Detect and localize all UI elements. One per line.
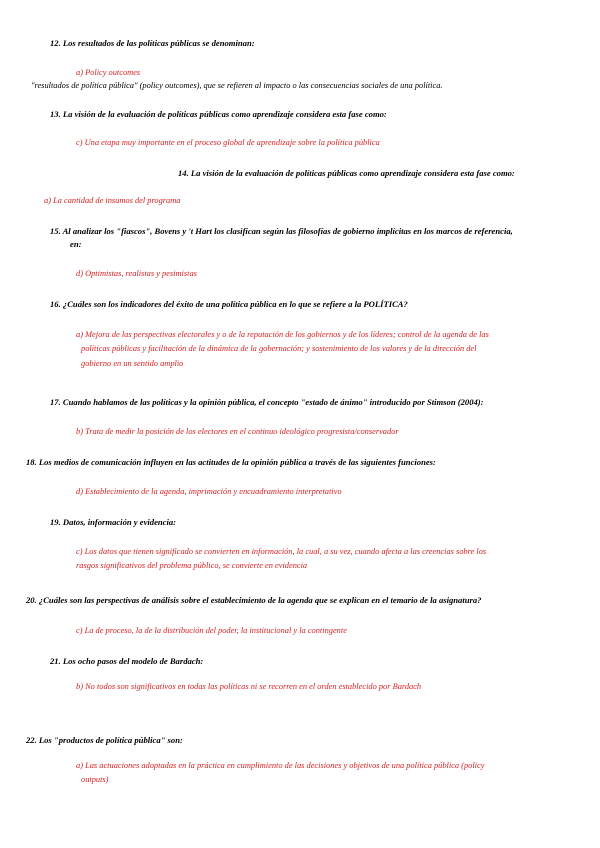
answer-12: a) Policy outcomes — [76, 68, 141, 77]
note-12: "resultados de política pública" (policy outcomes), que se refieren al impacto o las consecuencias sociales de una política. — [31, 81, 443, 90]
answer-19-line-1: c) Los datos que tienen significado se convierten en información, la cual, a su vez, cuando afecta a las creencias sobre los — [76, 547, 487, 556]
answer-13: c) Una etapa muy importante en el proceso global de aprendizaje sobre la política pública — [76, 138, 380, 147]
answer-15: d) Optimistas, realistas y pesimistas — [76, 269, 197, 278]
answer-20: c) La de proceso, la de la distribución del poder, la institucional y la contingente — [76, 626, 347, 635]
answer-21: b) No todos son significativos en todas las políticas ni se recorren en el orden establecido por Bardach — [76, 682, 422, 691]
question-16: 16. ¿Cuáles son los indicadores del éxito de una política pública en lo que se refiere a la POLÍTICA? — [50, 299, 408, 309]
answer-18: d) Establecimiento de la agenda, imprimación y encuadramiento interpretativo — [76, 487, 342, 496]
question-15-line-2: en: — [70, 239, 82, 249]
answer-14: a) La cantidad de insumos del programa — [44, 196, 181, 205]
question-12: 12. Los resultados de las políticas públicas se denominan: — [50, 38, 255, 48]
answer-16-line-1: a) Mejora de las perspectivas electorales y o de la reputación de los gobiernos y de los líderes; control de la agenda de las — [76, 330, 489, 339]
answer-22-line-2: outputs) — [81, 775, 109, 784]
question-19: 19. Datos, información y evidencia: — [50, 517, 177, 527]
answer-16-line-3: gobierno en un sentido amplio — [81, 359, 184, 368]
question-17: 17. Cuando hablamos de las políticas y la opinión pública, el concepto "estado de ánimo" introducido por Stimson (2004): — [50, 397, 484, 407]
answer-17: b) Trata de medir la posición de los electores en el continuo ideológico progresista/conservador — [76, 427, 399, 436]
question-21: 21. Los ocho pasos del modelo de Bardach: — [50, 656, 204, 666]
question-20: 20. ¿Cuáles son las perspectivas de análisis sobre el establecimiento de la agenda que se explican en el temario de la asignatura? — [26, 595, 482, 605]
question-18: 18. Los medios de comunicación influyen en las actitudes de la opinión pública a través de las siguientes funciones: — [26, 457, 436, 467]
question-15-line-1: 15. Al analizar los "fiascos", Bovens y 't Hart los clasifican según las filosofías de gobierno implícitas en los marcos de referencia, — [50, 226, 513, 236]
answer-22-line-1: a) Las actuaciones adoptadas en la práctica en cumplimiento de las decisiones y objetivos de una política pública (policy — [76, 761, 485, 770]
question-13: 13. La visión de la evaluación de políticas públicas como aprendizaje considera esta fase como: — [50, 109, 387, 119]
answer-16-line-2: políticas públicas y facilitación de la dinámica de la gobernación; y sostenimiento de los valores y de la dirección del — [81, 344, 477, 353]
answer-19-line-2: rasgos significativos del problema público, se convierte en evidencia — [76, 561, 308, 570]
question-22: 22. Los "productos de política pública" son: — [26, 735, 183, 745]
question-14: 14. La visión de la evaluación de políticas públicas como aprendizaje considera esta fase como: — [178, 168, 515, 178]
